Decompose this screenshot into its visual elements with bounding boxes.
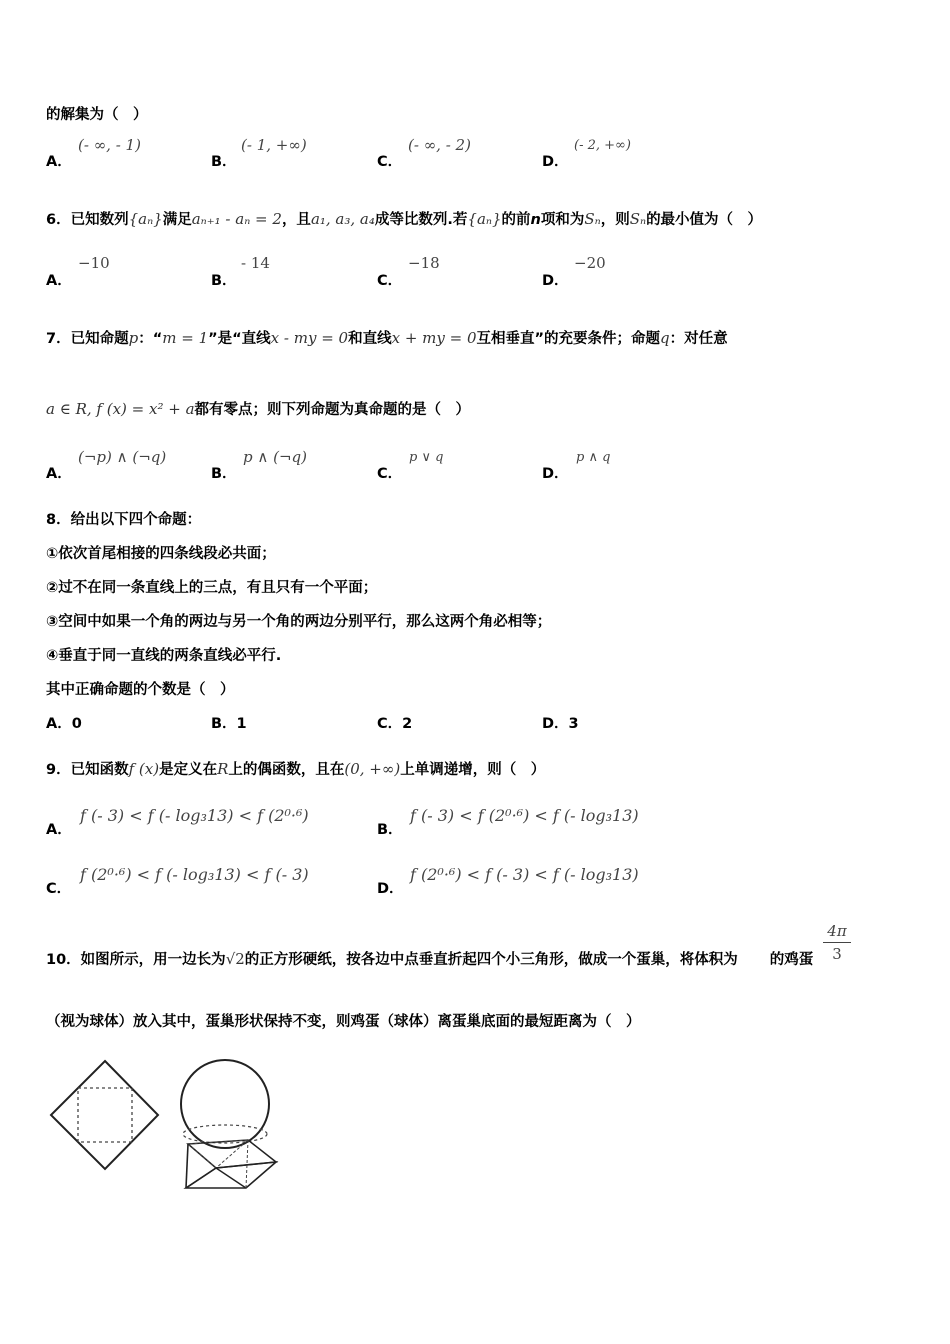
q8-option-a[interactable]: A．0 bbox=[46, 716, 82, 732]
q6-stem bbox=[46, 208, 762, 229]
q6-seq: {aₙ} bbox=[128, 210, 163, 228]
q8-option-d[interactable]: D．3 bbox=[542, 716, 579, 732]
q7-prefix: 7．已知命题 bbox=[46, 331, 129, 347]
q7-line2: x + my = 0 bbox=[391, 329, 477, 347]
q7-line1: x - my = 0 bbox=[270, 329, 349, 347]
q5-option-a-label[interactable]: A． bbox=[46, 154, 72, 170]
q6-t7: 的最小值为（ ） bbox=[646, 212, 763, 228]
q10-t2: 的鸡蛋 bbox=[769, 952, 814, 968]
q9-t3: 上单调递增，则（ ） bbox=[400, 762, 546, 778]
q7-option-a-label[interactable]: A． bbox=[46, 466, 72, 482]
q6-option-c-value: −18 bbox=[408, 254, 440, 272]
q9-option-b-value: f (- 3) < f (2⁰·⁶) < f (- log₃13) bbox=[410, 806, 639, 825]
q7-t2: ”是“直线 bbox=[208, 331, 271, 347]
inner-dashed-square bbox=[78, 1088, 132, 1142]
q7-option-d-label[interactable]: D． bbox=[542, 466, 569, 482]
q7-fx: a ∈ R, f (x) = x² + a bbox=[46, 400, 195, 418]
q10-stem bbox=[46, 948, 813, 969]
q7-option-c-value: p ∨ q bbox=[409, 450, 444, 465]
nest-side bbox=[186, 1162, 276, 1188]
q8-ask: 其中正确命题的个数是（ ） bbox=[46, 682, 235, 698]
q7-t5: ：对任意 bbox=[669, 331, 728, 347]
q6-n: n bbox=[530, 212, 541, 228]
q6-option-c-label[interactable]: C． bbox=[377, 273, 403, 289]
q7-option-d-value: p ∧ q bbox=[576, 450, 611, 465]
q9-stem bbox=[46, 758, 545, 779]
q7-option-c-label[interactable]: C． bbox=[377, 466, 403, 482]
q5-option-d-value: (- 2, +∞) bbox=[574, 138, 631, 153]
q7-option-b-value: p ∧ (¬q) bbox=[243, 448, 307, 466]
q6-t6: ，则 bbox=[600, 212, 630, 228]
q6-condition: aₙ₊₁ - aₙ = 2 bbox=[191, 210, 282, 228]
q6-sn2: Sₙ bbox=[629, 210, 647, 228]
q5-option-b-value: (- 1, +∞) bbox=[241, 136, 307, 154]
q5-option-c-value: (- ∞, - 2) bbox=[408, 136, 471, 154]
q5-option-c-label[interactable]: C． bbox=[377, 154, 403, 170]
q6-option-d-label[interactable]: D． bbox=[542, 273, 569, 289]
q10-t1: 的正方形硬纸，按各边中点垂直折起四个小三角形，做成一个蛋巢，将体积为 bbox=[244, 952, 738, 968]
q7-t4: 互相垂直”的充要条件；命题 bbox=[476, 331, 661, 347]
q8-item-1: ①依次首尾相接的四条线段必共面； bbox=[46, 546, 276, 562]
q7-q: q bbox=[660, 329, 670, 347]
q9-option-a-value: f (- 3) < f (- log₃13) < f (2⁰·⁶) bbox=[80, 806, 309, 825]
q7-option-b-label[interactable]: B． bbox=[211, 466, 237, 482]
egg-nest-net-figure bbox=[48, 1058, 163, 1173]
q6-t5: 项和为 bbox=[540, 212, 585, 228]
q7-t3: 和直线 bbox=[348, 331, 392, 347]
q9-interval: (0, +∞) bbox=[344, 760, 401, 778]
egg-in-nest-figure bbox=[178, 1058, 283, 1198]
q9-option-d-value: f (2⁰·⁶) < f (- 3) < f (- log₃13) bbox=[410, 865, 639, 884]
q9-option-c-value: f (2⁰·⁶) < f (- log₃13) < f (- 3) bbox=[80, 865, 309, 884]
q8-item-2: ②过不在同一条直线上的三点，有且只有一个平面； bbox=[46, 580, 378, 596]
q10-prefix: 10．如图所示，用一边长为 bbox=[46, 952, 226, 968]
q7-stem-line2 bbox=[46, 398, 470, 419]
q9-prefix: 9．已知函数 bbox=[46, 762, 129, 778]
q6-t2: ，且 bbox=[281, 212, 311, 228]
q7-t6: 都有零点；则下列命题为真命题的是（ ） bbox=[194, 402, 471, 418]
q10-vol-denominator: 3 bbox=[832, 945, 842, 963]
q7-option-a-value: (¬p) ∧ (¬q) bbox=[78, 448, 167, 466]
q10-side: √2 bbox=[225, 950, 245, 968]
q7-m: m = 1 bbox=[162, 329, 209, 347]
q7-t1: ：“ bbox=[138, 331, 163, 347]
q8-option-b[interactable]: B．1 bbox=[211, 716, 247, 732]
egg-sphere bbox=[181, 1060, 269, 1148]
q6-sn: Sₙ bbox=[584, 210, 601, 228]
q9-option-a-label[interactable]: A． bbox=[46, 822, 72, 838]
q5-stem: 的解集为（ ） bbox=[46, 107, 148, 123]
q8-item-3: ③空间中如果一个角的两边与另一个角的两边分别平行，那么这两个角必相等； bbox=[46, 614, 552, 630]
q6-t4: 的前 bbox=[501, 212, 531, 228]
q9-option-d-label[interactable]: D． bbox=[377, 881, 404, 897]
outer-square bbox=[51, 1061, 158, 1169]
q6-option-b-label[interactable]: B． bbox=[211, 273, 237, 289]
q6-prefix: 6．已知数列 bbox=[46, 212, 129, 228]
q9-fx: f (x) bbox=[128, 760, 160, 778]
q8-stem: 8．给出以下四个命题： bbox=[46, 512, 202, 528]
q8-option-c[interactable]: C．2 bbox=[377, 716, 413, 732]
q6-option-a-label[interactable]: A． bbox=[46, 273, 72, 289]
q10-stem-line2: （视为球体）放入其中，蛋巢形状保持不变，则鸡蛋（球体）离蛋巢底面的最短距离为（ ） bbox=[46, 1014, 641, 1030]
q5-option-d-label[interactable]: D． bbox=[542, 154, 569, 170]
q10-vol-numerator: 4π bbox=[827, 922, 847, 940]
q6-option-b-value: - 14 bbox=[241, 254, 270, 272]
q9-t1: 是定义在 bbox=[159, 762, 218, 778]
egg-contact-circle bbox=[183, 1125, 267, 1143]
q7-p: p bbox=[128, 329, 139, 347]
q6-option-a-value: −10 bbox=[78, 254, 110, 272]
q5-option-b-label[interactable]: B． bbox=[211, 154, 237, 170]
q8-item-4: ④垂直于同一直线的两条直线必平行. bbox=[46, 648, 282, 664]
q6-option-d-value: −20 bbox=[574, 254, 606, 272]
q6-t3: 成等比数列.若 bbox=[374, 212, 468, 228]
q9-t2: 上的偶函数，且在 bbox=[228, 762, 345, 778]
q6-t1: 满足 bbox=[162, 212, 192, 228]
q9-option-c-label[interactable]: C． bbox=[46, 881, 72, 897]
q10-volume-fraction bbox=[823, 922, 851, 963]
q7-stem bbox=[46, 327, 728, 348]
q9-R: R bbox=[217, 760, 229, 778]
q6-seq2: {aₙ} bbox=[467, 210, 502, 228]
nest-inner-triangle bbox=[188, 1140, 248, 1168]
q6-terms: a₁, a₃, a₄ bbox=[310, 210, 375, 228]
q9-option-b-label[interactable]: B． bbox=[377, 822, 403, 838]
q5-option-a-value: (- ∞, - 1) bbox=[78, 136, 141, 154]
